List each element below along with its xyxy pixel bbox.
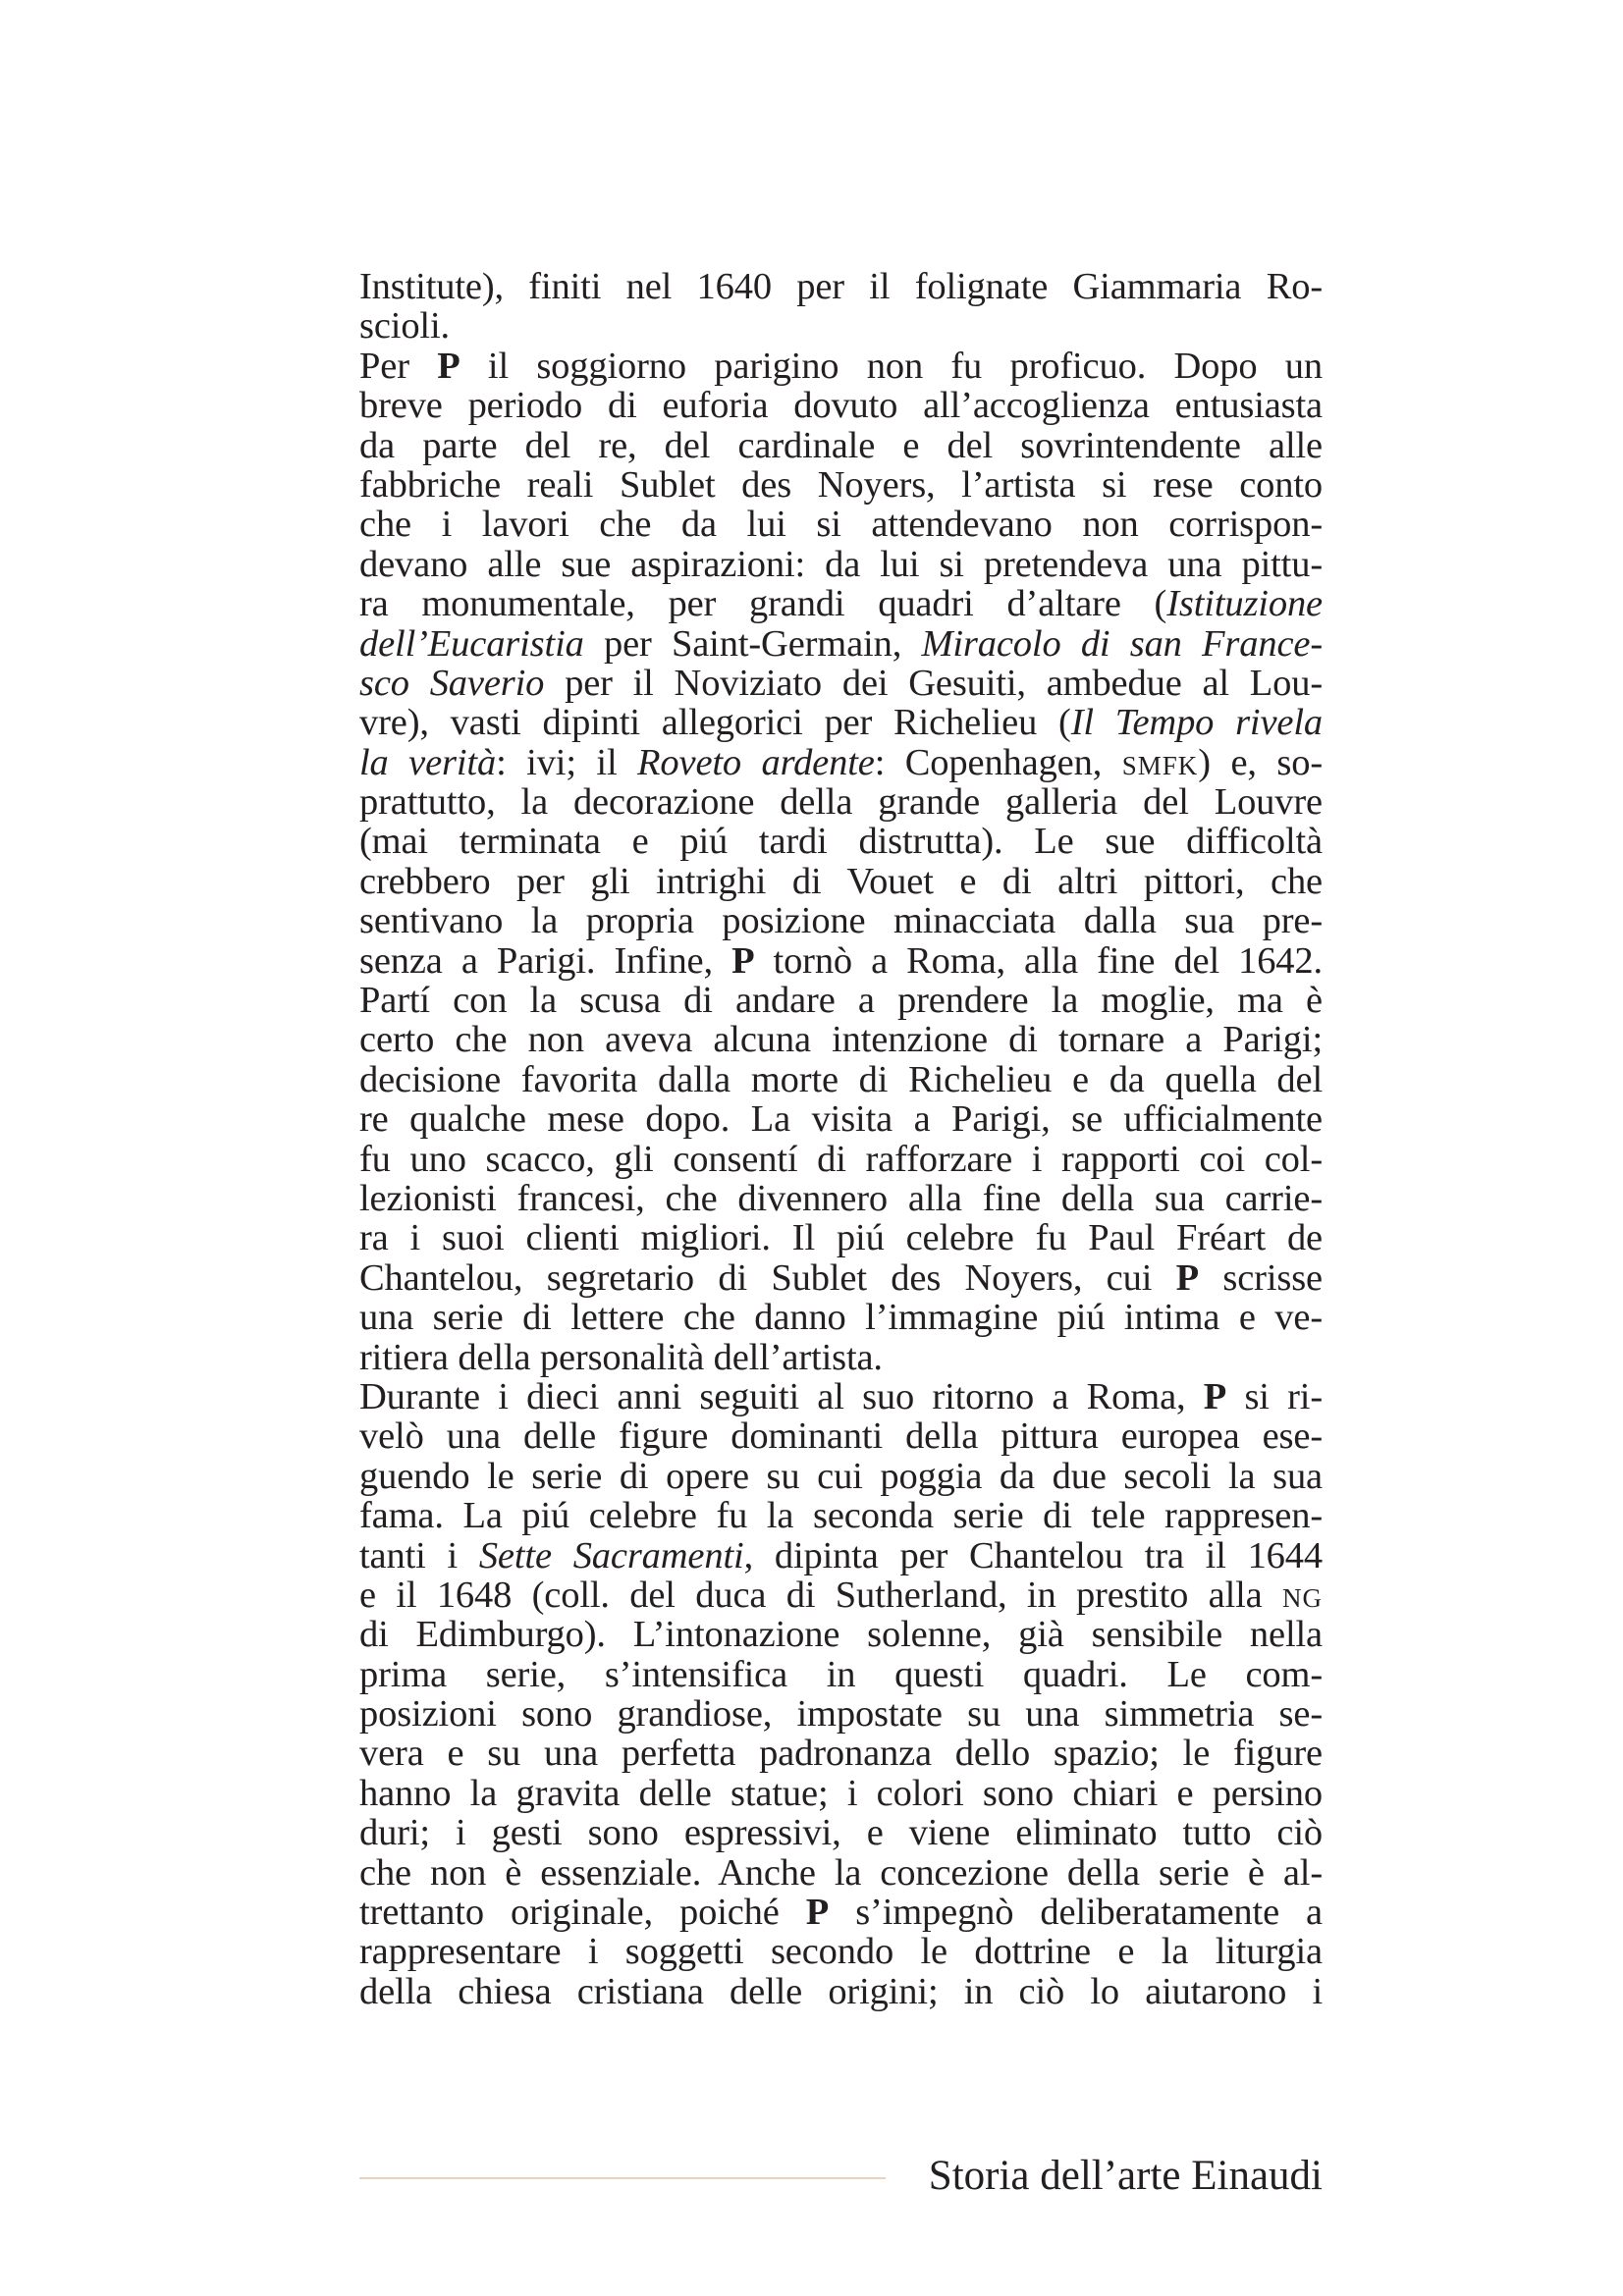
text-line [359, 1813, 1323, 1852]
artwork-title: Il Tempo rivela [1070, 702, 1323, 744]
text-line [359, 426, 1323, 465]
text-run: trettanto originale, poiché [359, 1892, 806, 1934]
text-line [359, 901, 1323, 940]
text-run: della chiesa cristiana delle origini; in ciò lo aiutarono i [359, 1970, 1323, 2012]
text-run: guendo le serie di opere su cui poggia da due secoli la sua [359, 1455, 1323, 1497]
text-line [359, 386, 1323, 425]
text-run: da parte del re, del cardinale e del sovrintendente alle [359, 424, 1323, 466]
text-run: ) e, so- [1198, 741, 1324, 783]
text-line [359, 1140, 1323, 1179]
text-run: tornò a Roma, alla fine del 1642. [754, 939, 1323, 982]
text-run: s’impegnò deliberatamente a [829, 1892, 1323, 1934]
text-line [359, 347, 1323, 386]
text-run: scrisse [1199, 1256, 1323, 1299]
text-run: velò una delle figure dominanti della pittura europea ese- [359, 1415, 1323, 1458]
text-line [359, 1972, 1323, 2011]
text-run: posizioni sono grandiose, impostate su una simmetria se- [359, 1693, 1323, 1735]
artwork-title: Istituzione [1166, 583, 1323, 625]
text-run: breve periodo di euforia dovuto all’accoglienza entusiasta [359, 385, 1323, 427]
text-run: ritiera della personalità dell’artista. [359, 1336, 883, 1378]
text-run: sentivano la propria posizione minacciata dalla sua pre- [359, 900, 1323, 942]
text-run: si ri- [1226, 1375, 1324, 1417]
text-run: Partí con la scusa di andare a prendere la moglie, ma è [359, 980, 1323, 1022]
text-line [359, 1099, 1323, 1139]
text-run: che non è essenziale. Anche la concezione della serie è al- [359, 1851, 1323, 1894]
text-line [359, 1457, 1323, 1496]
text-run: crebbero per gli intrighi di Vouet e di altri pittori, che [359, 860, 1323, 902]
text-run: Institute), finiti nel 1640 per il folignate Giammaria Ro- [359, 266, 1323, 307]
text-line [359, 981, 1323, 1020]
artist-initial: P [1203, 1375, 1227, 1417]
text-run: Per [359, 345, 438, 387]
text-run: tanti i [359, 1534, 479, 1576]
text-run: rappresentare i soggetti secondo le dottrine e la liturgia [359, 1931, 1323, 1973]
text-run: duri; i gesti sono espressivi, e viene eliminato tutto ciò [359, 1812, 1323, 1854]
artwork-title: Sette Sacramenti [478, 1534, 744, 1576]
text-run: Chantelou, segretario di Sublet des Noyers, cui [359, 1256, 1176, 1299]
text-run: decisione favorita dalla morte di Richelieu e da quella del [359, 1058, 1323, 1100]
text-line [359, 465, 1323, 505]
text-line [359, 1258, 1323, 1298]
text-run: prima serie, s’intensifica in questi quadri. Le com- [359, 1653, 1323, 1695]
text-line [359, 1536, 1323, 1575]
text-line [359, 862, 1323, 901]
text-line [359, 545, 1323, 584]
text-line [359, 1020, 1323, 1059]
text-run: ra monumentale, per grandi quadri d’altare ( [359, 583, 1167, 625]
text-line [359, 584, 1323, 623]
text-run: Durante i dieci anni seguiti al suo ritorno a Roma, [359, 1375, 1204, 1417]
text-run: fu uno scacco, gli consentí di rafforzare i rapporti coi col- [359, 1138, 1323, 1180]
text-line [359, 941, 1323, 981]
text-line [359, 1338, 1323, 1377]
text-line [359, 703, 1323, 742]
text-run: scioli. [359, 305, 450, 347]
text-run: devano alle sue aspirazioni: da lui si pretendeva una pittu- [359, 543, 1323, 585]
artist-initial: P [437, 345, 460, 387]
artwork-title: Miracolo di san France- [921, 622, 1323, 665]
text-run: certo che non aveva alcuna intenzione di tornare a Parigi; [359, 1019, 1323, 1061]
text-run: : ivi; il [496, 741, 638, 783]
artist-initial: P [805, 1892, 830, 1934]
text-run: il soggiorno parigino non fu proficuo. Dopo un [460, 345, 1323, 387]
footer-rule [359, 2177, 886, 2179]
text-run: per Saint-Germain, [583, 622, 922, 665]
text-run: ra i suoi clienti migliori. Il piú celebre fu Paul Fréart de [359, 1217, 1323, 1259]
text-run: senza a Parigi. Infine, [359, 939, 732, 982]
artwork-title: dell’Eucaristia [359, 622, 584, 665]
text-line [359, 1655, 1323, 1694]
text-line [359, 743, 1323, 782]
text-line [359, 1179, 1323, 1218]
text-line [359, 505, 1323, 544]
text-run: di Edimburgo). L’intonazione solenne, già sensibile nella [359, 1614, 1323, 1656]
artwork-title: la verità [359, 741, 497, 783]
text-line [359, 1893, 1323, 1932]
text-run: re qualche mese dopo. La visita a Parigi, se ufficialmente [359, 1098, 1323, 1141]
text-line [359, 664, 1323, 703]
text-line [359, 1060, 1323, 1099]
museum-abbreviation: ng [1282, 1574, 1323, 1616]
text-run: : Copenhagen, [874, 741, 1122, 783]
text-run: fabbriche reali Sublet des Noyers, l’artista si rese conto [359, 463, 1323, 506]
text-run: , dipinta per Chantelou tra il 1644 [743, 1534, 1323, 1576]
text-run: che i lavori che da lui si attendevano non corrispon- [359, 504, 1323, 546]
footer-title: Storia dell’arte Einaudi [928, 2153, 1323, 2199]
artist-initial: P [1175, 1256, 1200, 1299]
text-line [359, 1496, 1323, 1535]
text-run: vre), vasti dipinti allegorici per Richelieu ( [359, 702, 1071, 744]
text-run: hanno la gravita delle statue; i colori sono chiari e persino [359, 1772, 1323, 1814]
text-run: e il 1648 (coll. del duca di Sutherland, in prestito alla [359, 1574, 1282, 1616]
text-line [359, 1774, 1323, 1813]
text-run: per il Noviziato dei Gesuiti, ambedue al Lou- [544, 662, 1324, 704]
artwork-title: sco Saverio [359, 662, 545, 704]
artwork-title: Roveto ardente [637, 741, 875, 783]
text-line [359, 1575, 1323, 1615]
text-run: (mai terminata e piú tardi distrutta). Le sue difficoltà [359, 821, 1323, 863]
text-run: fama. La piú celebre fu la seconda serie di tele rappresen- [359, 1495, 1323, 1537]
text-line [359, 822, 1323, 861]
artist-initial: P [731, 939, 755, 982]
text-line [359, 1853, 1323, 1893]
text-line [359, 1377, 1323, 1416]
text-line [359, 1416, 1323, 1456]
text-run: una serie di lettere che danno l’immagine piú intima e ve- [359, 1297, 1323, 1339]
museum-abbreviation: smfk [1121, 741, 1199, 783]
text-line [359, 1615, 1323, 1654]
body-text [359, 267, 1323, 2011]
text-line [359, 1218, 1323, 1257]
text-line [359, 624, 1323, 664]
text-line [359, 1694, 1323, 1734]
text-line [359, 1932, 1323, 1971]
text-line [359, 1298, 1323, 1337]
text-run: lezionisti francesi, che divennero alla fine della sua carrie- [359, 1177, 1323, 1219]
text-line [359, 306, 1323, 346]
text-line [359, 267, 1323, 306]
text-line [359, 1734, 1323, 1773]
text-run: prattutto, la decorazione della grande galleria del Louvre [359, 781, 1323, 824]
text-run: vera e su una perfetta padronanza dello spazio; le figure [359, 1733, 1323, 1775]
text-line [359, 782, 1323, 822]
